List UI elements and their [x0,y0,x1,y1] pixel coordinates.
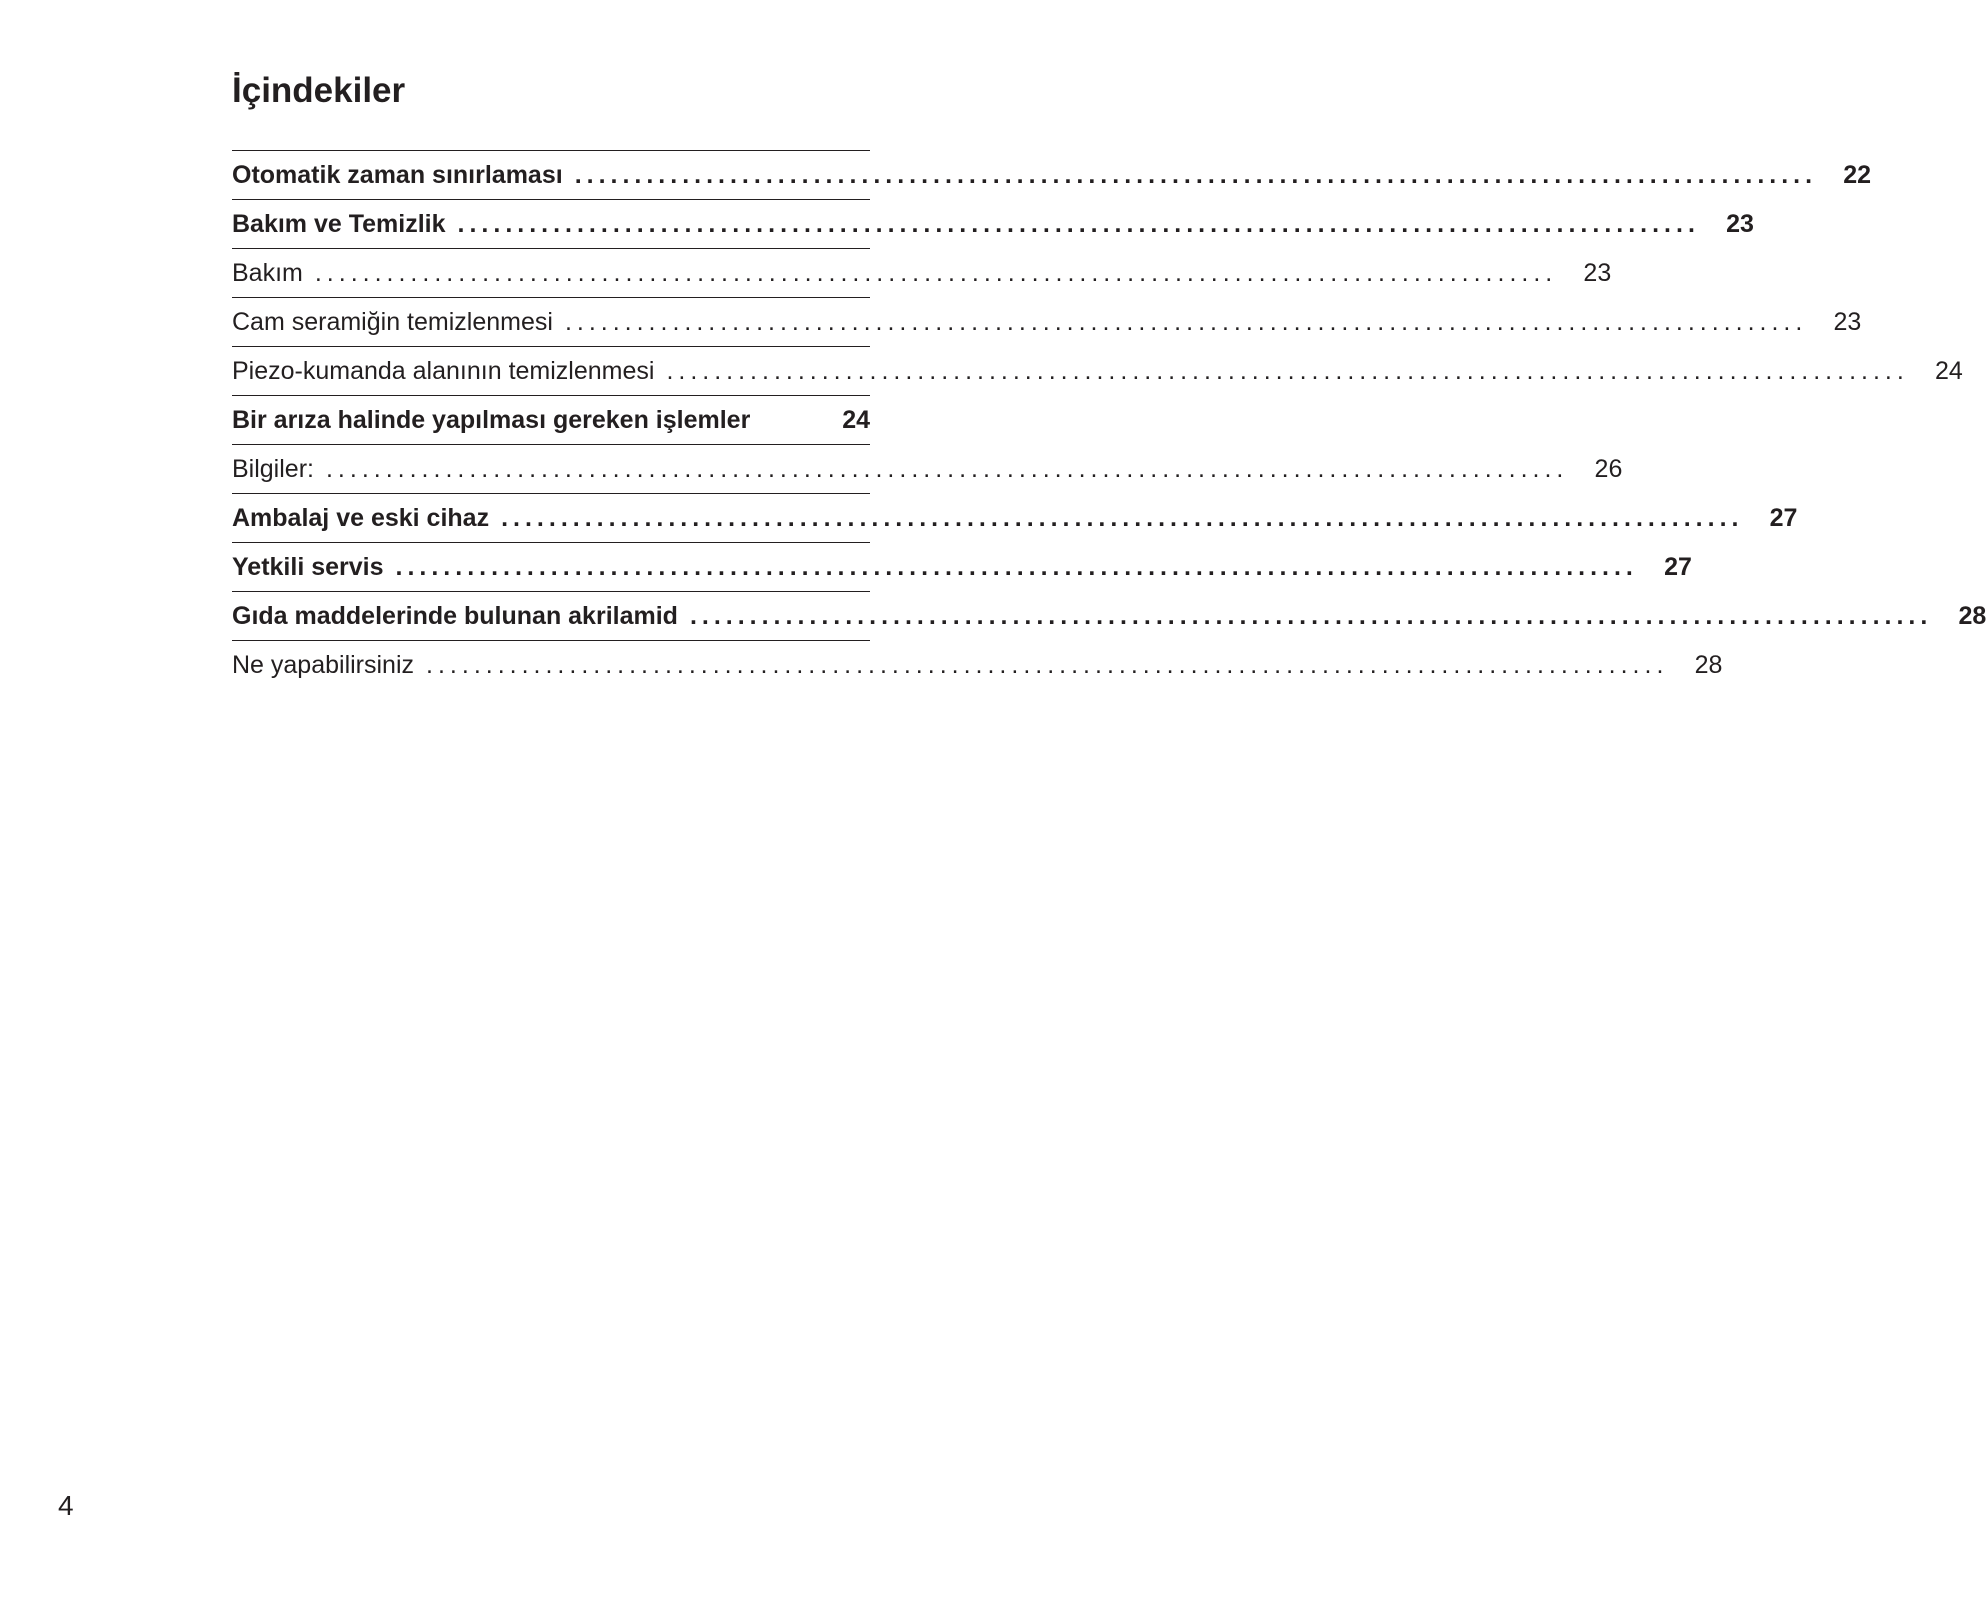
toc-entry[interactable] [232,151,1872,200]
dot-leader: ........................................................................................................ [325,454,1569,483]
toc-entry[interactable] [232,543,1692,592]
dot-leader: ........................................................................................................ [689,601,1933,630]
toc-entry-label: Bakım [232,258,303,287]
page-number: 4 [58,1490,74,1521]
toc-entry[interactable] [232,200,1754,249]
toc-entry[interactable] [232,445,1623,494]
dot-leader: ........................................................................................................ [314,258,1558,287]
toc-entry-page: 24 [842,405,870,434]
toc-entry-page: 24 [1935,356,1963,385]
toc-entry-page: 22 [1843,160,1872,189]
toc-entry-label: Yetkili servis [232,552,384,581]
toc-entry-page: 26 [1594,454,1623,483]
toc-entry[interactable] [232,494,1798,543]
dot-leader: ........................................................................................................ [501,503,1744,532]
toc-entry[interactable] [232,249,1612,298]
toc-entry-page: 28 [1694,650,1723,679]
dot-leader: ........................................................................................................ [574,160,1818,189]
toc-entry-page: 27 [1769,503,1798,532]
page-title: İçindekiler [232,71,406,110]
toc-entry-page: 27 [1664,552,1692,581]
toc-entry-label: Ambalaj ve eski cihaz [232,503,490,532]
toc-entry-label: Bakım ve Temizlik [232,209,446,238]
toc-entry-label: Cam seramiğin temizlenmesi [232,307,553,336]
dot-leader: ........................................................................................................ [666,356,1909,385]
toc-entry-label: Bir arıza halinde yapılması gereken işlemler [232,405,751,434]
toc-entry-page: 23 [1583,258,1612,287]
dot-leader: ........................................................................................................ [426,650,1669,679]
toc-entry-page: 28 [1958,601,1986,630]
toc-entry-page: 23 [1726,209,1754,238]
dot-leader: ........................................................................................................ [564,307,1808,336]
toc-entry-label: Otomatik zaman sınırlaması [232,160,563,189]
toc-entry-label: Piezo-kumanda alanının temizlenmesi [232,356,655,385]
toc-entry-page: 23 [1833,307,1862,336]
toc-entry[interactable] [232,347,1963,396]
toc-entry-label: Gıda maddelerinde bulunan akrilamid [232,601,678,630]
toc-entry[interactable] [232,298,1862,347]
dot-leader: ........................................................................................................ [395,552,1638,581]
toc-entry[interactable] [232,641,1723,689]
dot-leader: ........................................................................................................ [457,209,1700,238]
toc-entry[interactable] [232,396,870,445]
toc-entry-label: Bilgiler: [232,454,314,483]
toc-entry-label: Ne yapabilirsiniz [232,650,415,679]
toc-entry[interactable] [232,592,1986,641]
table-of-contents [232,150,1986,689]
